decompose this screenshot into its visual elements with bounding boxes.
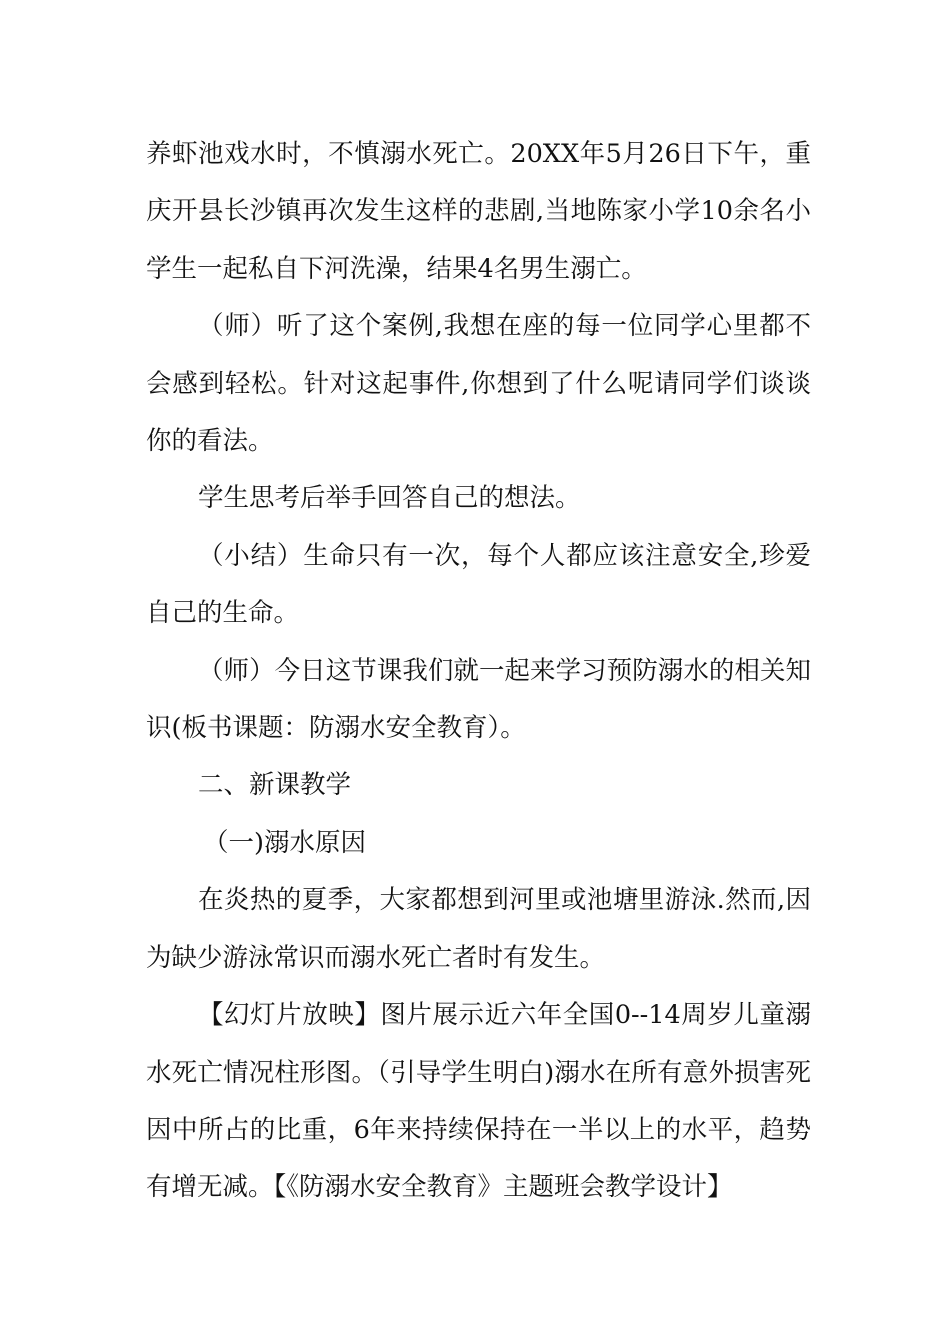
paragraph-case-continuation: 养虾池戏水时，不慎溺水死亡。20XX年5月26日下午，重庆开县长沙镇再次发生这样的悲剧,当地陈家小学10余名小学生一起私自下河洗澡，结果4名男生溺亡。 [146,139,811,284]
paragraph-slide-show: 【幻灯片放映】图片展示近六年全国0--14周岁儿童溺水死亡情况柱形图。（引导学生明白)溺水在所有意外损害死因中所占的比重，6年来持续保持在一半以上的水平，趋势有增无减。【《防溺水安全教育》主题班会教学设计】 [146,1000,811,1203]
document-body [146,126,811,1217]
paragraph-student-answer: 学生思考后举手回答自己的想法。 [198,483,581,514]
paragraph-teacher-question: （师）听了这个案例,我想在座的每一位同学心里都不会感到轻松。针对这起事件,你想到了什么呢请同学们谈谈你的看法。 [146,311,811,457]
paragraph-summary: （小结）生命只有一次，每个人都应该注意安全,珍爱自己的生命。 [146,540,811,629]
subsection-heading-drowning-causes: （一)溺水原因 [203,827,366,858]
paragraph-summer-swimming: 在炎热的夏季，大家都想到河里或池塘里游泳.然而,因为缺少游泳常识而溺水死亡者时有发生。 [146,885,811,973]
section-heading-new-lesson: 二、新课教学 [198,770,352,801]
paragraph-teacher-intro: （师）今日这节课我们就一起来学习预防溺水的相关知识(板书课题：防溺水安全教育）。 [146,655,811,744]
